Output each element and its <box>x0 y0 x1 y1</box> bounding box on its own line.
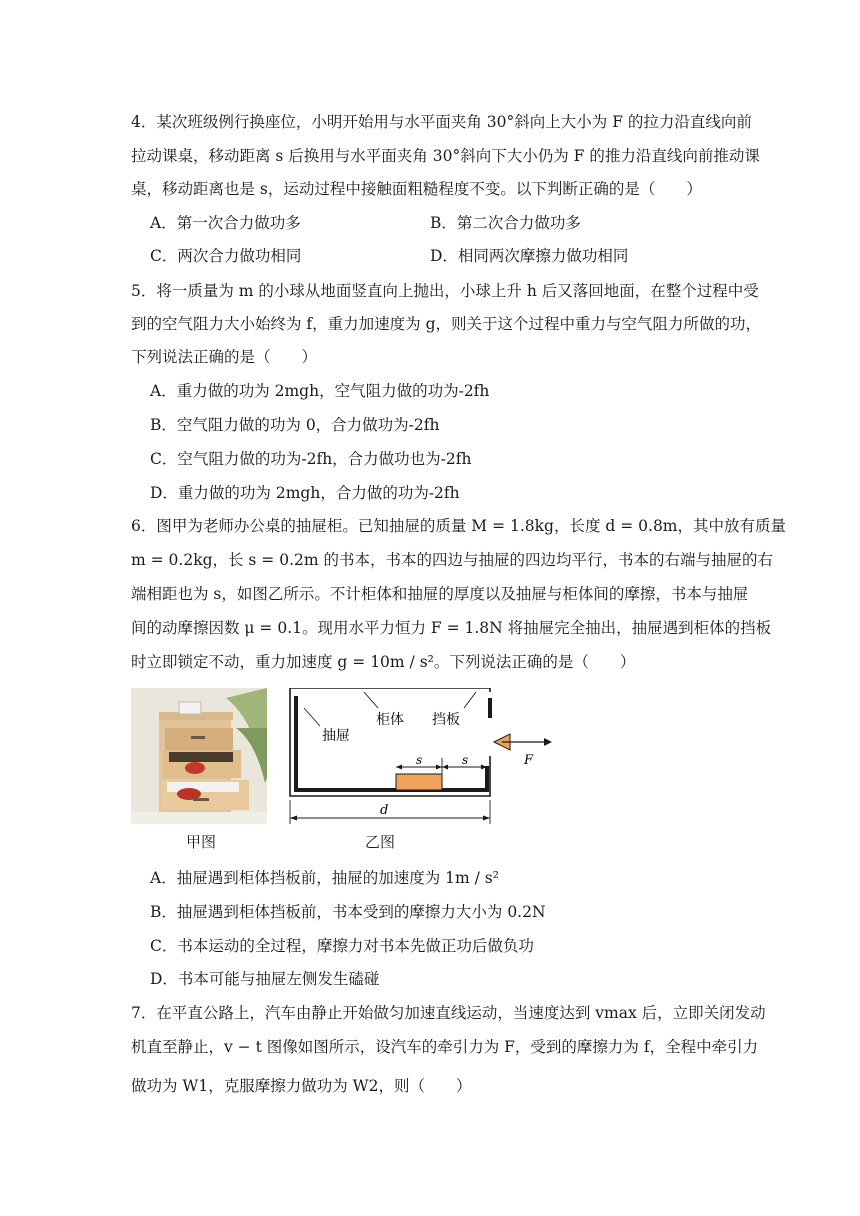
label-d: d <box>380 803 389 818</box>
q5-stem-line-1: 5．将一质量为 m 的小球从地面竖直向上抛出，小球上升 h 后又落回地面，在整个过程中受 <box>131 282 759 300</box>
q6-stem-line-3: 端相距也为 s，如图乙所示。不计柜体和抽屉的厚度以及抽屉与柜体间的摩擦，书本与抽屉 <box>131 585 749 603</box>
cabinet-label-leader <box>364 692 378 708</box>
d-arrow-left <box>290 816 297 821</box>
cabinet-outline <box>290 688 490 796</box>
q5-option-a: A．重力做的功为 2mgh，空气阻力做的功为-2fh <box>150 382 490 400</box>
label-baffle: 挡板 <box>432 712 460 728</box>
q4-option-c: C．两次合力做功相同 <box>150 247 302 265</box>
q5-option-c: C．空气阻力做的功为-2fh，合力做功也为-2fh <box>150 450 472 468</box>
label-cabinet: 柜体 <box>376 712 404 728</box>
baffle-label-leader <box>464 692 476 708</box>
label-s-gap: s <box>462 753 469 767</box>
s-arrow-mid-left <box>436 765 442 770</box>
q5-option-b: B．空气阻力做的功为 0，合力做功为-2fh <box>150 416 440 434</box>
s-arrow-left <box>396 765 402 770</box>
book-block <box>396 774 442 790</box>
q4-option-b: B．第二次合力做功多 <box>430 214 581 232</box>
q6-option-a: A．抽屉遇到柜体挡板前，抽屉的加速度为 1m / s² <box>150 869 499 887</box>
drawer-schematic-diagram <box>280 688 570 833</box>
q4-stem-line-1: 4．某次班级例行换座位，小明开始用与水平面夹角 30°斜向上大小为 F 的拉力沿直线向前 <box>131 113 752 131</box>
figure-caption-yi: 乙图 <box>365 833 396 851</box>
force-arrowhead <box>544 738 552 746</box>
label-force: F <box>524 753 534 768</box>
d-arrow-right <box>483 816 490 821</box>
q4-option-a: A．第一次合力做功多 <box>150 214 301 232</box>
q6-stem-line-4: 间的动摩擦因数 μ = 0.1。现用水平力恒力 F = 1.8N 将抽屉完全抽出，抽屉遇到柜体的挡板 <box>131 619 772 637</box>
q4-stem-line-2: 拉动课桌，移动距离 s 后换用与水平面夹角 30°斜向下大小仍为 F 的推力沿直线向前推动课 <box>131 147 760 165</box>
q5-stem-line-3: 下列说法正确的是（ ） <box>131 348 318 366</box>
q6-option-d: D．书本可能与抽屉左侧发生磕碰 <box>150 970 380 988</box>
q6-stem-line-5: 时立即锁定不动，重力加速度 g = 10m / s²。下列说法正确的是（ ） <box>131 653 636 671</box>
q4-option-d: D．相同两次摩擦力做功相同 <box>430 247 629 265</box>
q7-stem-line-2: 机直至静止，v − t 图像如图所示，设汽车的牵引力为 F，受到的摩擦力为 f，全程中牵引力 <box>131 1038 759 1056</box>
label-s-book: s <box>416 753 423 767</box>
q7-stem-line-1: 7．在平直公路上，汽车由静止开始做匀加速直线运动，当速度达到 vmax 后，立即关闭发动 <box>131 1004 766 1022</box>
drawer-cabinet-photo <box>131 688 267 824</box>
figure-caption-jia: 甲图 <box>186 833 217 851</box>
q5-stem-line-2: 到的空气阻力大小始终为 f，重力加速度为 g，则关于这个过程中重力与空气阻力所做的功， <box>131 315 762 333</box>
label-drawer: 抽屉 <box>322 728 350 744</box>
drawer-cabinet-illustration <box>131 688 267 824</box>
drawer-label-leader <box>304 708 320 726</box>
q6-option-c: C．书本运动的全过程，摩擦力对书本先做正功后做负功 <box>150 937 534 955</box>
q6-option-b: B．抽屉遇到柜体挡板前，书本受到的摩擦力大小为 0.2N <box>150 903 546 921</box>
q6-stem-line-2: m = 0.2kg，长 s = 0.2m 的书本，书本的四边与抽屉的四边均平行，书本的右端与抽屉的右 <box>131 551 774 569</box>
q5-option-d: D．重力做的功为 2mgh，合力做的功为-2fh <box>150 484 460 502</box>
s-arrow-mid-right <box>442 765 448 770</box>
q7-stem-line-3: 做功为 W1，克服摩擦力做功为 W2，则（ ） <box>131 1077 472 1095</box>
q6-stem-line-1: 6．图甲为老师办公桌的抽屉柜。已知抽屉的质量 M = 1.8kg，长度 d = 0.8m，其中放有质量 <box>131 517 787 535</box>
q4-stem-line-3: 桌，移动距离也是 s，运动过程中接触面粗糙程度不变。以下判断正确的是（ ） <box>131 180 702 198</box>
